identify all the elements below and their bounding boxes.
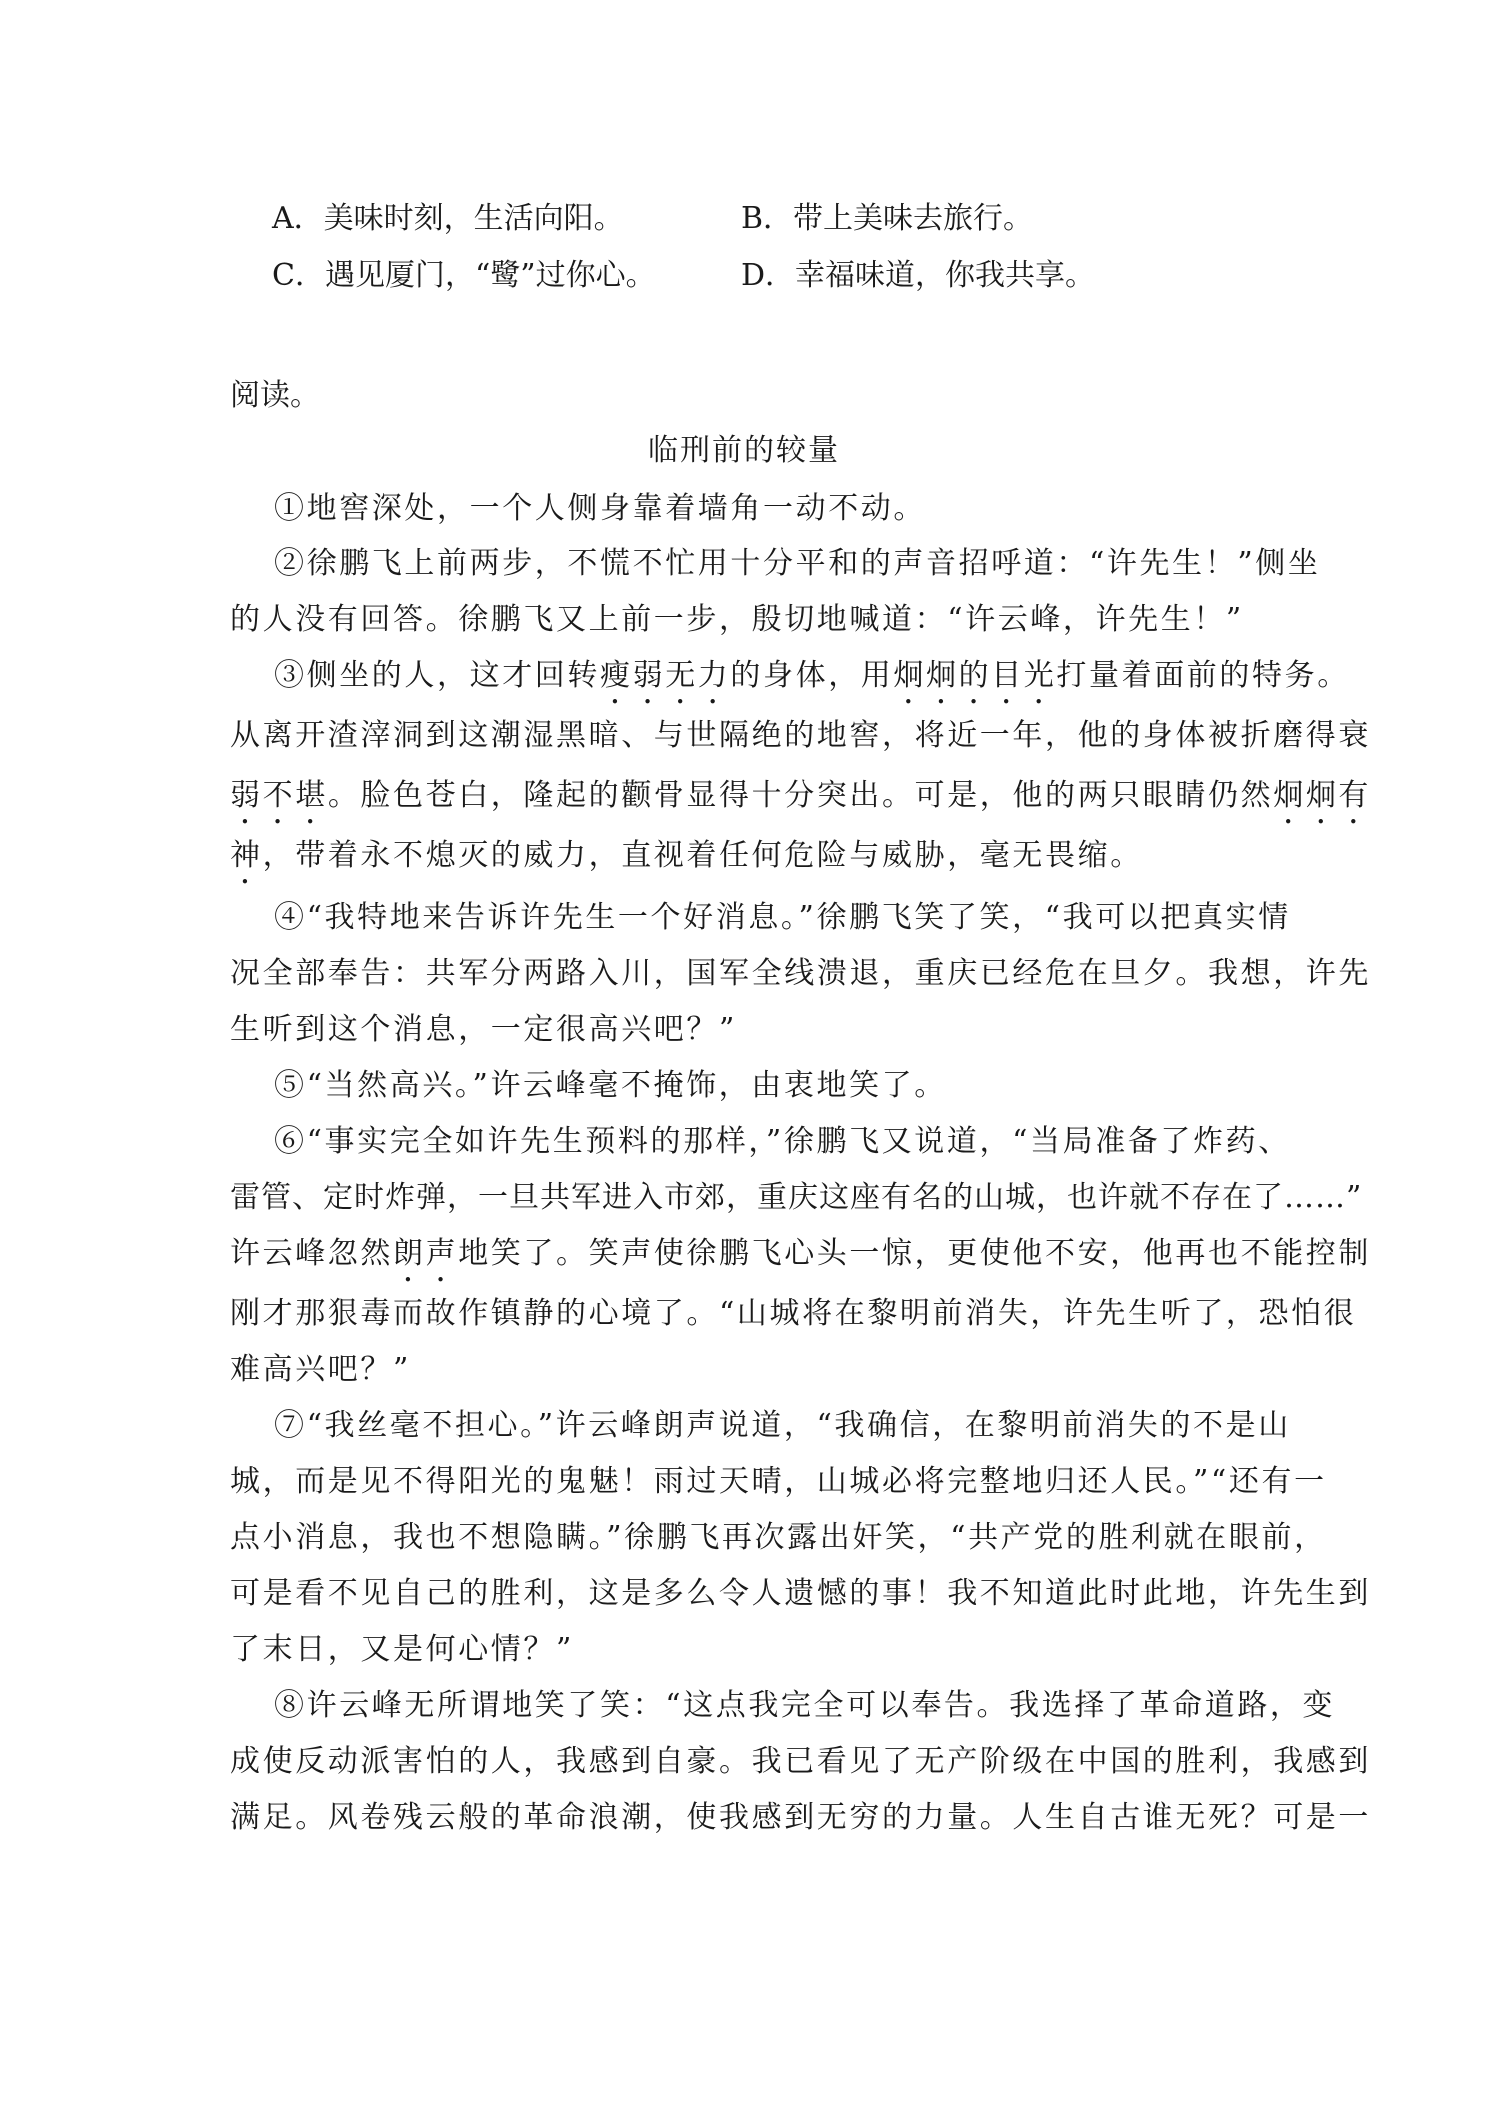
emphasized-text: 炯炯有 [1273, 778, 1372, 813]
passage-line: ④“我特地来告诉许先生一个好消息。”徐鹏飞笑了笑，“我可以把真实情 [274, 900, 1291, 935]
emphasized-text: 弱不堪 [230, 778, 328, 813]
passage-line [230, 770, 1372, 831]
passage-line: 城，而是见不得阳光的鬼魅！雨过天晴，山城必将完整地归还人民。”“还有一 [230, 1464, 1327, 1499]
passage-line: ①地窖深处，一个人侧身靠着墙角一动不动。 [274, 491, 926, 526]
instruction-text: 阅读。 [230, 378, 320, 413]
passage-line: 雷管、定时炸弹，一旦共军进入市郊，重庆这座有名的山城，也许就不存在了……” [230, 1180, 1363, 1215]
passage-line [274, 650, 1350, 711]
passage-line [230, 1228, 1372, 1289]
text-segment: 的身体，用 [730, 658, 894, 693]
passage-line: 点小消息，我也不想隐瞒。”徐鹏飞再次露出奸笑，“共产党的胜利就在眼前， [230, 1520, 1327, 1555]
option-c: C．遇见厦门，“鹭”过你心。 [272, 258, 656, 293]
passage-line [230, 830, 1260, 891]
passage-line: ⑥“事实完全如许先生预料的那样，”徐鹏飞又说道，“当局准备了炸药、 [274, 1124, 1291, 1159]
passage-line: ⑧许云峰无所谓地笑了笑：“这点我完全可以奉告。我选择了革命道路，变 [274, 1688, 1336, 1723]
passage-line: ⑦“我丝毫不担心。”许云峰朗声说道，“我确信，在黎明前消失的不是山 [274, 1408, 1291, 1443]
passage-title: 临刑前的较量 [648, 433, 840, 468]
text-segment: 许云峰忽然 [230, 1236, 393, 1271]
emphasized-text: 朗声 [393, 1236, 459, 1271]
passage-line: 可是看不见自己的胜利，这是多么令人遗憾的事！我不知道此时此地，许先生到 [230, 1576, 1371, 1611]
text-segment: 。脸色苍白，隆起的颧骨显得十分突出。可是，他的两只眼睛仍然 [327, 778, 1274, 813]
text-segment: ，带着永不熄灭的威力，直视着任何危险与威胁，毫无畏缩。 [262, 838, 1143, 873]
passage-line: 况全部奉告：共军分两路入川，国军全线溃退，重庆已经危在旦夕。我想，许先 [230, 956, 1371, 991]
text-segment: ③侧坐的人，这才回转 [274, 658, 600, 693]
emphasized-text: 炯炯的目光 [893, 658, 1057, 693]
text-segment: 地笑了。笑声使徐鹏飞心头一惊，更使他不安，他再也不能控制 [458, 1236, 1372, 1271]
passage-line: 生听到这个消息，一定很高兴吧？” [230, 1012, 737, 1047]
passage-line: ②徐鹏飞上前两步，不慌不忙用十分平和的声音招呼道：“许先生！”侧坐 [274, 546, 1321, 581]
option-a: A．美味时刻，生活向阳。 [272, 201, 624, 236]
passage-line: 刚才那狠毒而故作镇静的心境了。“山城将在黎明前消失，许先生听了，恐怕很 [230, 1296, 1357, 1331]
passage-line: 从离开渣滓洞到这潮湿黑暗、与世隔绝的地窖，将近一年，他的身体被折磨得衰 [230, 718, 1371, 753]
passage-line: 成使反动派害怕的人，我感到自豪。我已看见了无产阶级在中国的胜利，我感到 [230, 1744, 1371, 1779]
emphasized-text: 神 [230, 838, 263, 873]
passage-line: 难高兴吧？” [230, 1352, 411, 1387]
passage-line: 的人没有回答。徐鹏飞又上前一步，殷切地喊道：“许云峰，许先生！” [230, 602, 1244, 637]
passage-line: 满足。风卷残云般的革命浪潮，使我感到无穷的力量。人生自古谁无死？可是一 [230, 1800, 1371, 1835]
text-segment: 打量着面前的特务。 [1056, 658, 1350, 693]
emphasized-text: 瘦弱无力 [600, 658, 731, 693]
option-b: B．带上美味去旅行。 [741, 201, 1034, 236]
option-d: D．幸福味道，你我共享。 [741, 258, 1096, 293]
passage-line: ⑤“当然高兴。”许云峰毫不掩饰，由衷地笑了。 [274, 1068, 947, 1103]
passage-line: 了末日，又是何心情？” [230, 1632, 574, 1667]
